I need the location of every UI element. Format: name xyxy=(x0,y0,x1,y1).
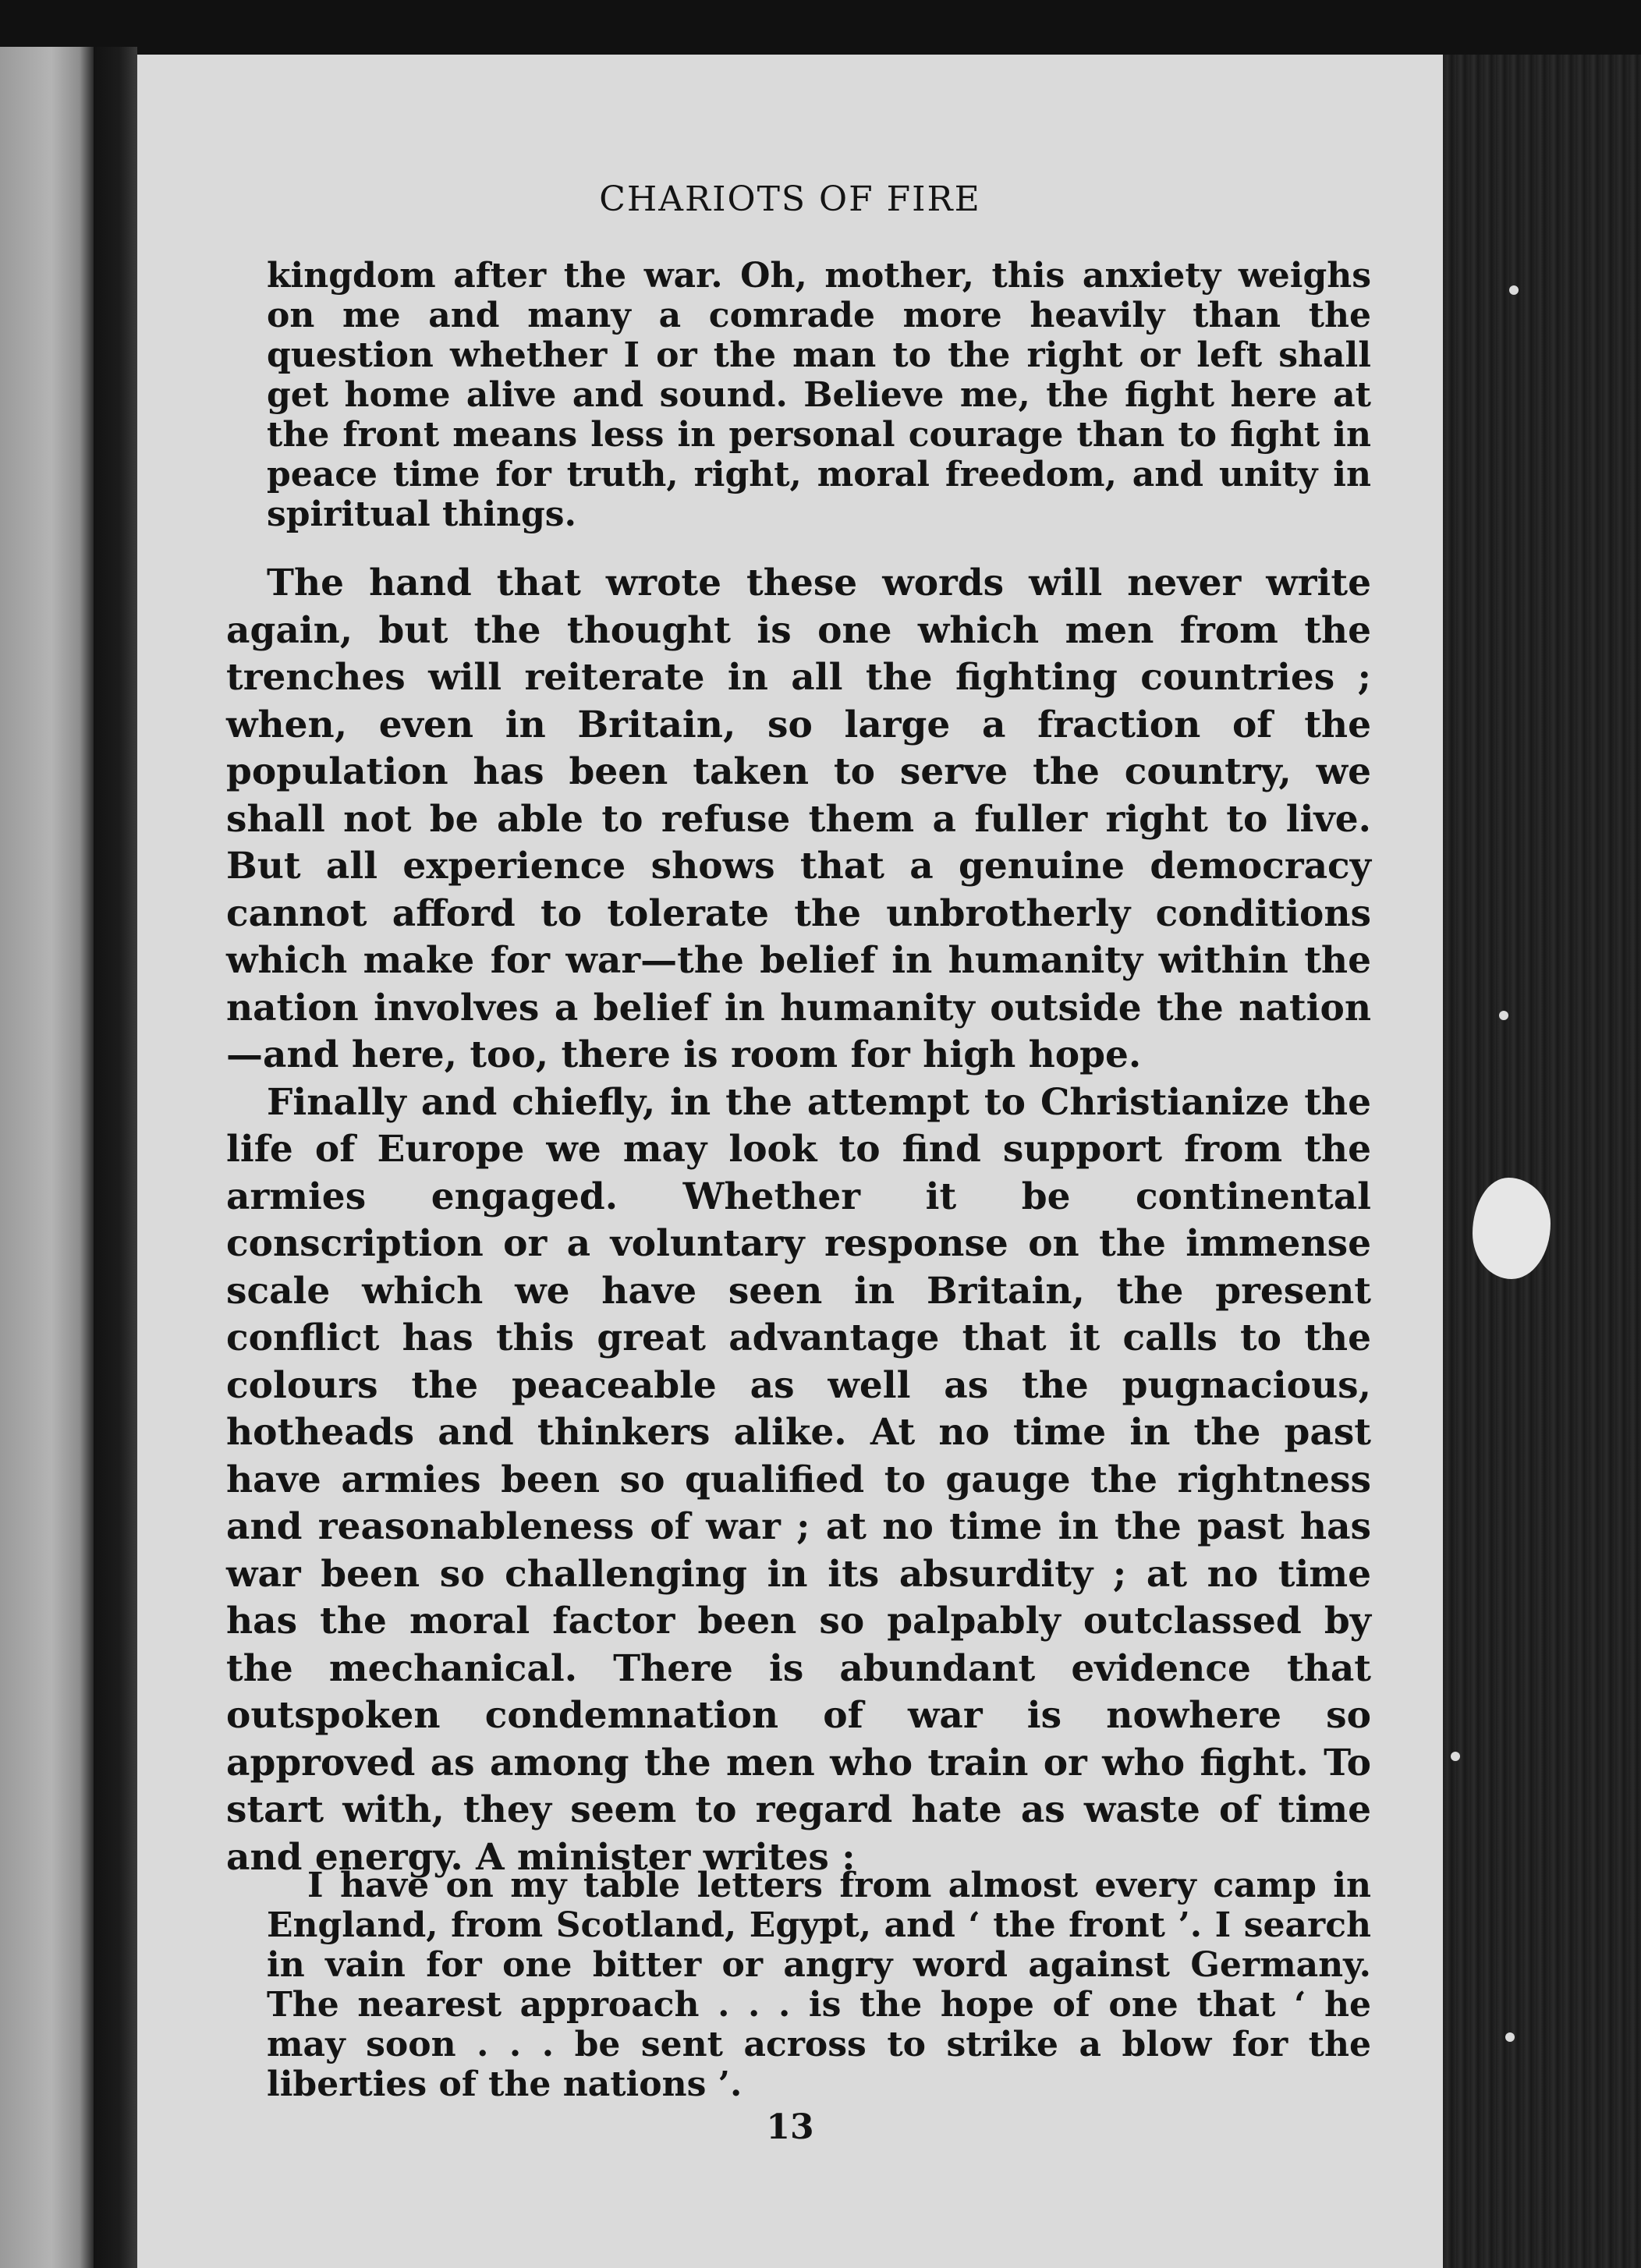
block-quote xyxy=(267,256,1371,534)
running-head: CHARIOTS OF FIRE xyxy=(599,179,981,219)
block-quote-text: I have on my table letters from almost every camp in England, from Scotland, Egypt, and ‘ the front ’. I search in vain for one bitter or angry word against Germany. The nearest approach . . . is the hope of one that ‘ he may soon . . . be sent across to strike a blow for the liberties of the nations ’. xyxy=(267,1866,1371,2104)
dust-speck xyxy=(1505,2032,1515,2042)
body-text xyxy=(226,560,1371,1881)
dust-speck xyxy=(1451,1752,1460,1761)
dust-speck xyxy=(1499,1011,1508,1020)
dust-speck xyxy=(1509,285,1519,295)
paragraph: Finally and chiefly, in the attempt to Christianize the life of Europe we may look to find support from the armies engaged. Whether it be continental conscription or a voluntary response on the immense scale which we have seen in Britain, the present conflict has this great advantage that it calls to the colours the peaceable as well as the pugnacious, hotheads and thinkers alike. At no time in the past have armies been so qualified to gauge the rightness and reasonableness of war ; at no time in the past has war been so challenging in its absurdity ; at no time has the moral factor been so palpably outclassed by the mechanical. There is abundant evidence that outspoken condemnation of war is nowhere so approved as among the men who train or who fight. To start with, they seem to regard hate as waste of time and energy. A minister writes : xyxy=(226,1080,1371,1879)
block-quote-text: kingdom after the war. Oh, mother, this anxiety weighs on me and many a comrade more heavily than the question whether I or the man to the right or left shall get home alive and sound. Believe me, the fight here at the front means less in personal courage than to fight in peace time for truth, right, moral freedom, and unity in spiritual things. xyxy=(267,256,1371,534)
binding-gutter xyxy=(94,47,137,2268)
page-stack-edge xyxy=(1443,55,1641,2268)
book-page xyxy=(137,55,1443,2268)
facing-page-edge xyxy=(0,47,94,2268)
block-quote xyxy=(267,1866,1371,2104)
page-number: 13 xyxy=(766,2107,814,2147)
paragraph: The hand that wrote these words will never write again, but the thought is one which men from the trenches will reiterate in all the fighting countries ; when, even in Britain, so large a fraction of the population has been taken to serve the country, we shall not be able to refuse them a fuller right to live. But all experience shows that a genuine democracy cannot afford to tolerate the unbrotherly conditions which make for war—the belief in humanity within the nation involves a belief in humanity outside the nation—and here, too, there is room for high hope. xyxy=(226,562,1371,1076)
